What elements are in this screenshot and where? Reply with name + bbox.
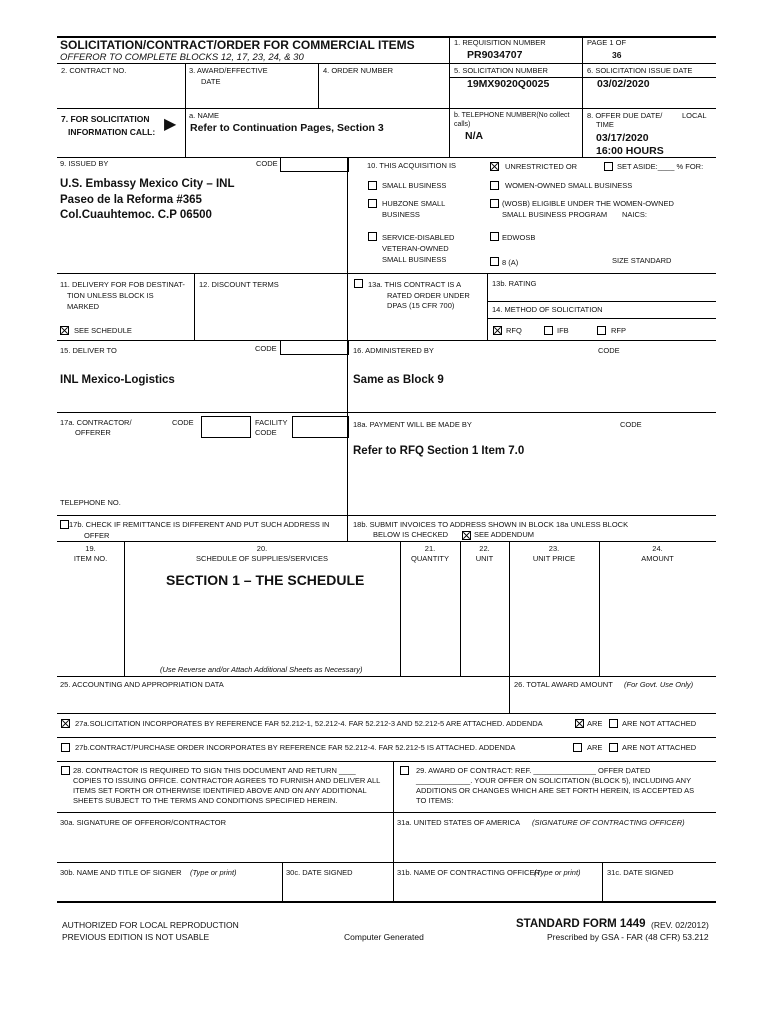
rule — [487, 318, 716, 319]
issue-date-label: 6. SOLICITATION ISSUE DATE — [587, 66, 693, 75]
hubzone-checkbox[interactable] — [368, 199, 377, 208]
name-label: a. NAME — [189, 111, 220, 120]
telephone-value[interactable]: N/A — [465, 130, 484, 142]
29-checkbox[interactable] — [400, 766, 409, 775]
footer-prescribed: Prescribed by GSA - FAR (48 CFR) 53.212 — [547, 932, 709, 942]
form-subtitle: OFFEROR TO COMPLETE BLOCKS 12, 17, 23, 24, & 30 — [60, 52, 304, 63]
contractor-code-label: CODE — [172, 418, 194, 427]
name-value[interactable]: Refer to Continuation Pages, Section 3 — [190, 122, 384, 134]
rule — [509, 676, 510, 713]
hubzone-label: HUBZONE SMALL — [382, 199, 446, 208]
col-23-number: 23. — [548, 544, 560, 553]
signature-offeror-label: 30a. SIGNATURE OF OFFEROR/CONTRACTOR — [60, 818, 226, 827]
rule — [57, 713, 716, 714]
rated-order-label-2: RATED ORDER UNDER — [387, 291, 470, 300]
order-number-label: 4. ORDER NUMBER — [323, 66, 394, 75]
see-schedule-label: SEE SCHEDULE — [74, 326, 132, 335]
col-21-number: 21. — [424, 544, 436, 553]
27b-are-checkbox[interactable] — [573, 743, 582, 752]
rule — [318, 63, 319, 108]
edwosb-checkbox[interactable] — [490, 232, 499, 241]
27b-not-checkbox[interactable] — [609, 743, 618, 752]
signature-offeror-field[interactable] — [57, 829, 392, 861]
ifb-label: IFB — [557, 326, 569, 335]
administered-by-value: Same as Block 9 — [353, 374, 444, 386]
edwosb-label: EDWOSB — [502, 233, 536, 242]
unrestricted-label: UNRESTRICTED OR — [505, 162, 578, 171]
small-business-checkbox[interactable] — [368, 181, 377, 190]
total-award-note: (For Govt. Use Only) — [624, 680, 694, 689]
set-aside-label: SET ASIDE:____ % FOR: — [617, 162, 704, 171]
remittance-checkbox[interactable] — [60, 520, 69, 529]
form-revision: (REV. 02/2012) — [651, 920, 709, 930]
rule — [57, 340, 716, 341]
eight-a-checkbox[interactable] — [490, 257, 499, 266]
schedule-note: (Use Reverse and/or Attach Additional Sheets as Necessary) — [160, 665, 363, 674]
unrestricted-checkbox[interactable] — [490, 162, 499, 171]
sdvosb-label-3: SMALL BUSINESS — [382, 255, 447, 264]
due-time-label: TIME — [596, 120, 614, 129]
rated-order-checkbox[interactable] — [354, 279, 363, 288]
rating-label: 13b. RATING — [492, 279, 537, 288]
27a-are-label: ARE — [587, 719, 603, 728]
telephone-no-label: TELEPHONE NO. — [60, 498, 121, 507]
signer-name-label: 30b. NAME AND TITLE OF SIGNER — [60, 868, 182, 877]
rule — [57, 273, 716, 274]
women-owned-label: WOMEN-OWNED SMALL BUSINESS — [505, 181, 633, 190]
wosb-label-2: SMALL BUSINESS PROGRAM — [502, 210, 608, 219]
bottom-border — [57, 901, 716, 903]
rule — [487, 301, 716, 302]
see-addendum-checkbox[interactable] — [462, 531, 471, 540]
payment-code-label: CODE — [620, 420, 642, 429]
col-24-number: 24. — [652, 544, 663, 553]
see-addendum-label: SEE ADDENDUM — [474, 530, 535, 539]
solicitation-info-label-2: INFORMATION CALL: — [68, 127, 156, 137]
award-date-label-2: DATE — [201, 77, 221, 86]
solicitation-number-value[interactable]: 19MX9020Q0025 — [467, 78, 550, 90]
officer-name-label: 31b. NAME OF CONTRACTING OFFICER — [397, 868, 540, 877]
29-line3: ADDITIONS OR CHANGES WHICH ARE SET FORTH HEREIN, IS ACCEPTED AS — [416, 786, 695, 795]
rule — [449, 36, 450, 157]
27a-checkbox[interactable] — [61, 719, 70, 728]
rule — [57, 157, 716, 158]
page-label: PAGE 1 OF — [587, 38, 627, 47]
remittance-label: 17b. CHECK IF REMITTANCE IS DIFFERENT AND PUT SUCH ADDRESS IN — [69, 520, 330, 529]
payment-label: 18a. PAYMENT WILL BE MADE BY — [353, 420, 472, 429]
requisition-label: 1. REQUISITION NUMBER — [454, 38, 546, 47]
small-business-label: SMALL BUSINESS — [382, 181, 447, 190]
27b-text: 27b.CONTRACT/PURCHASE ORDER INCORPORATES BY REFERENCE FAR 52.212-4. FAR 52.212-5 IS ATTACHED. ADDENDA — [75, 743, 516, 752]
col-20-header: SCHEDULE OF SUPPLIES/SERVICES — [196, 554, 328, 563]
due-time-value[interactable]: 16:00 HOURS — [596, 145, 664, 157]
due-date-label: 8. OFFER DUE DATE/ — [587, 111, 663, 120]
issued-by-line2: Paseo de la Reforma #365 — [60, 194, 202, 206]
sdvosb-checkbox[interactable] — [368, 232, 377, 241]
method-label: 14. METHOD OF SOLICITATION — [492, 305, 603, 314]
officer-name-note: (Type or print) — [534, 868, 581, 877]
rule — [282, 862, 283, 901]
rfp-label: RFP — [611, 326, 626, 335]
sdvosb-label-2: VETERAN-OWNED — [382, 244, 449, 253]
col-20-number: 20. — [256, 544, 268, 553]
wosb-label: (WOSB) ELIGIBLE UNDER THE WOMEN-OWNED — [502, 199, 674, 208]
issued-by-label: 9. ISSUED BY — [60, 159, 109, 168]
date-signed-31c-label: 31c. DATE SIGNED — [607, 868, 674, 877]
date-signed-30c-label: 30c. DATE SIGNED — [286, 868, 353, 877]
rule — [347, 273, 348, 340]
rule — [57, 541, 716, 542]
telephone-label-2: calls) — [454, 121, 471, 128]
remittance-label-2: OFFER — [84, 531, 110, 540]
rule — [347, 340, 348, 541]
page-count: 36 — [612, 50, 622, 60]
administered-by-label: 16. ADMINISTERED BY — [353, 346, 434, 355]
rule — [57, 108, 716, 109]
deliver-to-code-box[interactable] — [280, 340, 349, 355]
rule — [57, 676, 716, 677]
sdvosb-label: SERVICE-DISABLED — [382, 233, 455, 242]
signature-officer-note: (SIGNATURE OF CONTRACTING OFFICER) — [532, 818, 685, 827]
signature-officer-label: 31a. UNITED STATES OF AMERICA — [397, 818, 521, 827]
deliver-to-label: 15. DELIVER TO — [60, 346, 117, 355]
28-line1: 28. CONTRACTOR IS REQUIRED TO SIGN THIS DOCUMENT AND RETURN ____ — [73, 766, 356, 775]
28-checkbox[interactable] — [61, 766, 70, 775]
27b-are-label: ARE — [587, 743, 603, 752]
deliver-to-value: INL Mexico-Logistics — [60, 374, 175, 386]
rated-order-label: 13a. THIS CONTRACT IS A — [368, 280, 462, 289]
ifb-checkbox[interactable] — [544, 326, 553, 335]
rfq-checkbox[interactable] — [493, 326, 502, 335]
delivery-fob-label-3: MARKED — [67, 302, 100, 311]
acquisition-label: 10. THIS ACQUISITION IS — [367, 161, 457, 170]
rule — [582, 36, 583, 157]
hubzone-label-2: BUSINESS — [382, 210, 420, 219]
27b-not-label: ARE NOT ATTACHED — [622, 743, 697, 752]
rfq-label: RFQ — [506, 326, 522, 335]
col-19-header: ITEM NO. — [73, 554, 108, 563]
27a-text: 27a.SOLICITATION INCORPORATES BY REFERENCE FAR 52.212-1, 52.212-4. FAR 52.212-3 AND 52.212-5 ARE ATTACHED. ADDENDA — [75, 719, 543, 728]
eight-a-label: 8 (A) — [502, 258, 519, 267]
27a-not-label: ARE NOT ATTACHED — [622, 719, 697, 728]
issue-date-value[interactable]: 03/02/2020 — [597, 78, 650, 90]
invoice-label-2: BELOW IS CHECKED — [373, 530, 449, 539]
col-22-header: UNIT — [475, 554, 494, 563]
rule — [194, 273, 195, 340]
contractor-label-2: OFFERER — [75, 428, 111, 437]
due-date-value[interactable]: 03/17/2020 — [596, 132, 649, 144]
issued-by-code-box[interactable] — [280, 157, 349, 172]
rule — [602, 862, 603, 901]
rule — [185, 63, 186, 157]
27b-checkbox[interactable] — [61, 743, 70, 752]
issued-by-line1: U.S. Embassy Mexico City – INL — [60, 178, 235, 190]
rule — [57, 412, 716, 413]
rule — [57, 63, 716, 64]
29-line2: _____________. YOUR OFFER ON SOLICITATION (BLOCK 5), INCLUDING ANY — [416, 776, 692, 785]
section-title: SECTION 1 – THE SCHEDULE — [166, 572, 365, 588]
rule — [347, 157, 348, 273]
signature-officer-field[interactable] — [394, 829, 715, 861]
28-line4: SHEETS SUBJECT TO THE TERMS AND CONDITIONS SPECIFIED HEREIN. — [73, 796, 338, 805]
facility-code-label: FACILITY — [255, 418, 288, 427]
women-owned-checkbox[interactable] — [490, 181, 499, 190]
set-aside-checkbox[interactable] — [604, 162, 613, 171]
col-23-header: UNIT PRICE — [532, 554, 576, 563]
28-line2: COPIES TO ISSUING OFFICE. CONTRACTOR AGREES TO FURNISH AND DELIVER ALL — [73, 776, 381, 785]
facility-code-label-2: CODE — [255, 428, 277, 437]
issued-by-line3: Col.Cuauhtemoc. C.P 06500 — [60, 209, 212, 221]
col-24-header: AMOUNT — [641, 554, 674, 563]
rule — [57, 761, 716, 762]
solicitation-info-label: 7. FOR SOLICITATION — [61, 114, 150, 124]
facility-code-box[interactable] — [292, 416, 349, 438]
col-22-number: 22. — [479, 544, 490, 553]
footer-previous-edition: PREVIOUS EDITION IS NOT USABLE — [62, 932, 210, 942]
form-title: SOLICITATION/CONTRACT/ORDER FOR COMMERCIAL ITEMS — [60, 38, 415, 52]
29-line1: 29. AWARD OF CONTRACT: REF. _______________ OFFER DATED — [416, 766, 651, 775]
rule — [57, 812, 716, 813]
wosb-checkbox[interactable] — [490, 199, 499, 208]
col-19-number: 19. — [85, 544, 96, 553]
contractor-label: 17a. CONTRACTOR/ — [60, 418, 132, 427]
rule — [57, 862, 716, 863]
28-line3: ITEMS SET FORTH OR OTHERWISE IDENTIFIED ABOVE AND ON ANY ADDITIONAL — [73, 786, 367, 795]
rfp-checkbox[interactable] — [597, 326, 606, 335]
footer-authorized: AUTHORIZED FOR LOCAL REPRODUCTION — [62, 920, 239, 930]
administered-by-code-label: CODE — [598, 346, 620, 355]
col-21-header: QUANTITY — [411, 554, 449, 563]
rule — [57, 515, 716, 516]
rule — [57, 737, 716, 738]
delivery-fob-label-2: TION UNLESS BLOCK IS — [67, 291, 154, 300]
discount-terms-label: 12. DISCOUNT TERMS — [199, 280, 279, 289]
rated-order-label-3: DPAS (15 CFR 700) — [387, 301, 455, 310]
contractor-code-box[interactable] — [201, 416, 251, 438]
payment-value: Refer to RFQ Section 1 Item 7.0 — [353, 445, 525, 457]
contract-no-label: 2. CONTRACT NO. — [61, 66, 127, 75]
arrow-right-icon: ▶ — [164, 116, 177, 133]
deliver-to-code-label: CODE — [255, 344, 277, 353]
27a-not-checkbox[interactable] — [609, 719, 618, 728]
requisition-value[interactable]: PR9034707 — [467, 49, 523, 61]
delivery-fob-label: 11. DELIVERY FOR FOB DESTINAT- — [60, 280, 185, 289]
telephone-label: b. TELEPHONE NUMBER(No collect — [454, 112, 570, 119]
footer-computer-generated: Computer Generated — [344, 932, 424, 942]
size-standard-label: SIZE STANDARD — [612, 256, 672, 265]
signer-name-note: (Type or print) — [190, 868, 237, 877]
solicitation-number-label: 5. SOLICITATION NUMBER — [454, 66, 548, 75]
invoice-label: 18b. SUBMIT INVOICES TO ADDRESS SHOWN IN BLOCK 18a UNLESS BLOCK — [353, 520, 629, 529]
naics-label: NAICS: — [622, 210, 648, 219]
issued-by-code-label: CODE — [256, 159, 278, 168]
form-name: STANDARD FORM 1449 — [516, 918, 646, 930]
rule — [487, 273, 488, 340]
award-date-label: 3. AWARD/EFFECTIVE — [189, 66, 268, 75]
total-award-label: 26. TOTAL AWARD AMOUNT — [514, 680, 613, 689]
27a-are-checkbox[interactable] — [575, 719, 584, 728]
29-line4: TO ITEMS: — [416, 796, 454, 805]
due-local-label: LOCAL — [682, 111, 707, 120]
accounting-label: 25. ACCOUNTING AND APPROPRIATION DATA — [60, 680, 224, 689]
see-schedule-checkbox[interactable] — [60, 326, 69, 335]
